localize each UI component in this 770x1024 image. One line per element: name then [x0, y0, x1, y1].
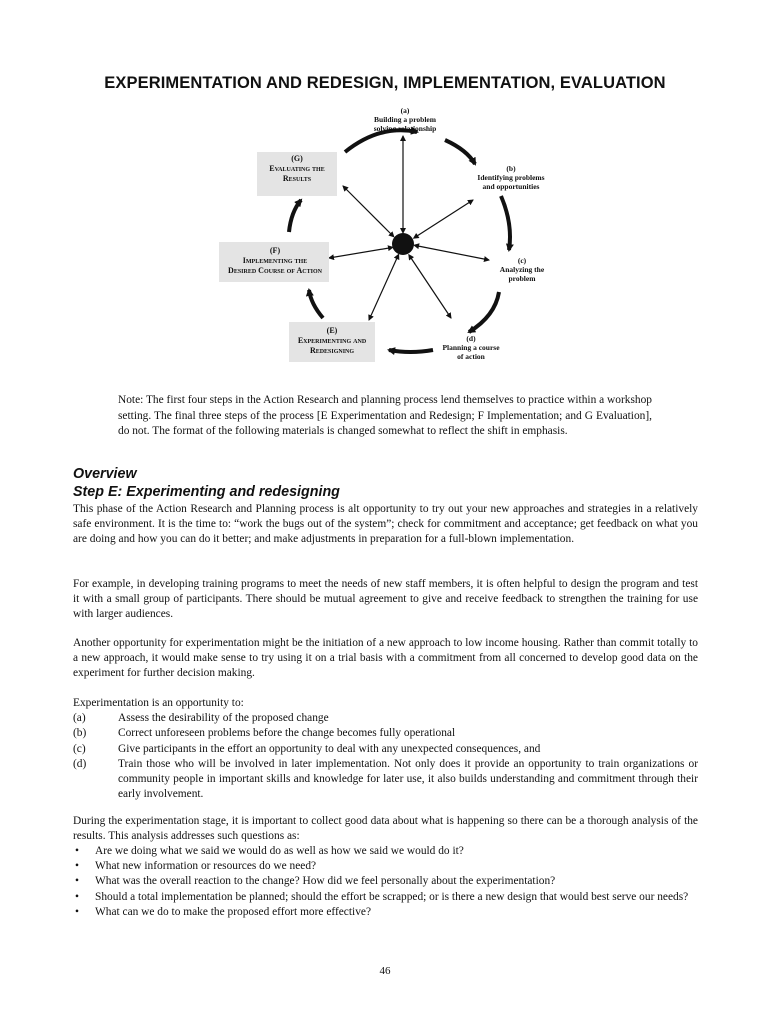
cycle-arrow-b-c [501, 196, 510, 250]
cycle-arrow-a-b [345, 130, 417, 152]
step-e-heading: Step E: Experimenting and redesigning [73, 484, 340, 500]
cycle-arrow-d-e [389, 350, 433, 352]
bullet-item: • What was the overall reaction to the change? How did we feel personally about the experimentation? [75, 875, 556, 888]
stage-b-label: (b) Identifying problems and opportunities [477, 164, 545, 191]
action-research-cycle-diagram [205, 104, 565, 366]
paragraph-3: Another opportunity for experimentation might be the initiation of a new approach to low income housing. Rather than commit totally to a new approach, it would make sense to try using it on a trial basis with a commitment from all concerned to develop good data on the experiment for further decision making. [73, 637, 698, 680]
cycle-arrows [205, 104, 565, 366]
overview-heading: Overview [73, 466, 137, 482]
stage-e-label: (E) Experimenting and Redesigning [297, 326, 367, 355]
bullet-item: • Are we doing what we said we would do as well as how we said we would do it? [75, 845, 464, 857]
cycle-arrow-a-b2 [445, 140, 475, 164]
list-item: (a) Assess the desirability of the proposed change [73, 712, 329, 725]
experimentation-list [73, 696, 698, 802]
list-item: (b) Correct unforeseen problems before the change becomes fully operational [73, 727, 456, 740]
bullet-item: • Should a total implementation be planned; should the effort be scrapped; or is there a new design that would best serve our needs? [75, 890, 689, 903]
stage-a-label: (a) Building a problem solving relationship [373, 106, 437, 133]
bullet-item: • What can we do to make the proposed effort more effective? [75, 905, 372, 918]
stage-d-label: (d) Planning a course of action [442, 334, 500, 361]
list-item: (d) Train those who will be involved in later implementation. Not only does it provide an opportunity to train organizations or community people in important skills and knowledge for later use, it also builds understanding and commitment through their early involvement. [73, 757, 698, 801]
page-number: 46 [379, 965, 391, 977]
note-paragraph: Note: The first four steps in the Action Research and planning process lend themselves to practice within a workshop setting. The final three steps of the process [E Experimentation and Redesign; F Implementation; and G Evaluation], do not. The format of the following materials is changed somewhat to reflect the shift in emphasis. [118, 394, 652, 437]
stage-c-label: (c) Analyzing the problem [499, 256, 545, 283]
list-item: (c) Give participants in the effort an opportunity to deal with any unexpected consequences, and [73, 742, 541, 755]
stage-f-label: (F) Implementing the Desired Course of Action [228, 246, 322, 275]
list-intro: Experimentation is an opportunity to: [73, 697, 244, 709]
cycle-arrow-e-f [309, 290, 323, 318]
center-dot [392, 233, 414, 255]
page-title: EXPERIMENTATION AND REDESIGN, IMPLEMENTATION, EVALUATION [104, 74, 666, 92]
paragraph-4: During the experimentation stage, it is important to collect good data about what is happening so there can be a thorough analysis of the results. This analysis addresses such questions as: [73, 815, 698, 843]
paragraph-1: This phase of the Action Research and Planning process is alt opportunity to try out your new approaches and strategies in a relatively safe environment. It is the time to: “work the bugs out of the system”; check for commitment and acceptance; get feedback on what you are doing and how you can do it better; and make adjustments in preparation for a full-blown implementation. [73, 503, 698, 546]
questions-bullet-list [73, 844, 698, 920]
cycle-arrow-c-d [469, 292, 499, 332]
cycle-arrow-f-g [289, 200, 301, 232]
bullet-item: • What new information or resources do we need? [75, 860, 317, 873]
stage-g-label: (G) Evaluating the Results [269, 154, 325, 183]
paragraph-2: For example, in developing training programs to meet the needs of new staff members, it is often helpful to design the program and test it with a small group of participants. There should be mutual agreement to give and receive feedback to strengthen the training for use with larger audiences. [73, 578, 698, 621]
